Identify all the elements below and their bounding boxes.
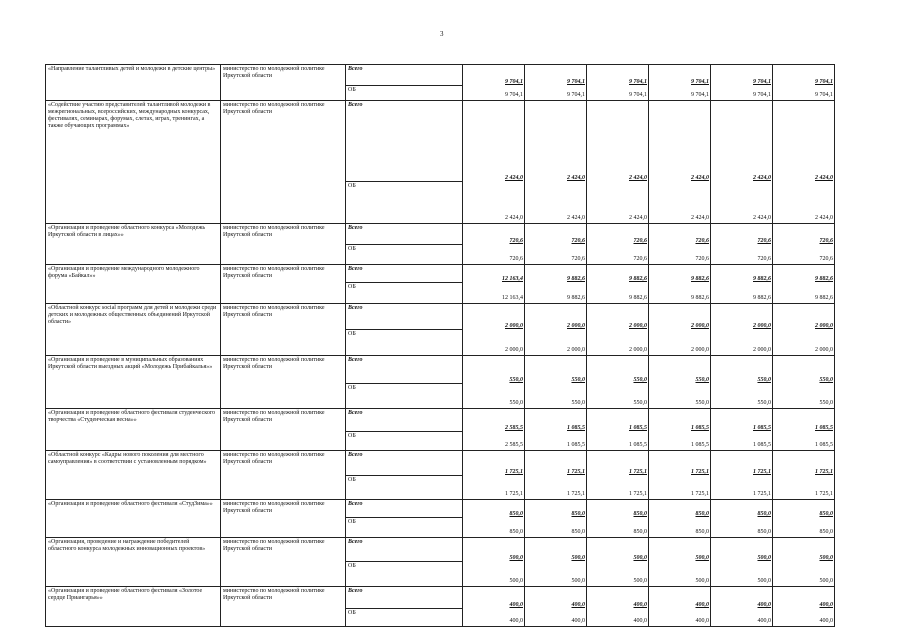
ob-value: 500,0 [633,578,647,584]
total-value: 1 725,1 [815,469,833,475]
year-value-cell [463,538,525,587]
year-value-cell [587,304,649,356]
funding-source [346,356,463,409]
total-value: 400,0 [819,602,833,608]
source-total-label: Всего [346,304,462,330]
page-number: 3 [440,30,444,38]
ob-value: 9 882,6 [753,295,771,301]
source-ob-label: ОБ [348,183,356,189]
ob-value: 1 725,1 [691,491,709,497]
total-value: 2 000,0 [691,323,709,329]
total-value: 9 882,6 [629,276,647,282]
responsible-org: министерство по молодежной политике Иркутской области [221,304,346,356]
total-value: 720,6 [757,238,771,244]
year-value-cell [525,224,587,265]
table-row [46,538,835,587]
table-row [46,265,835,304]
ob-value: 9 882,6 [691,295,709,301]
source-ob-label: ОБ [348,385,356,391]
table-row [46,65,835,101]
year-value-cell [587,224,649,265]
ob-value: 9 704,1 [629,92,647,98]
ob-value: 1 085,5 [691,442,709,448]
table-row [46,304,835,356]
ob-value: 2 000,0 [753,347,771,353]
source-total-label: Всего [346,65,462,86]
year-value-cell [649,356,711,409]
total-value: 2 424,0 [567,175,585,181]
ob-value: 9 704,1 [691,92,709,98]
total-value: 1 085,5 [629,425,647,431]
total-value: 1 725,1 [691,469,709,475]
event-name: «Организация, проведение и награждение победителей областного конкурса молодежных инновационных проектов» [46,538,221,587]
ob-value: 500,0 [757,578,771,584]
year-value-cell [649,265,711,304]
ob-value: 1 725,1 [815,491,833,497]
source-total-label: Всего [346,224,462,245]
year-value-cell [649,500,711,538]
ob-value: 1 085,5 [815,442,833,448]
ob-value: 400,0 [757,618,771,624]
ob-value: 720,6 [819,256,833,262]
total-value: 9 704,1 [505,79,523,85]
table-row [46,587,835,627]
year-value-cell [711,587,773,627]
total-value: 720,6 [819,238,833,244]
total-value: 550,0 [757,377,771,383]
year-value-cell [463,224,525,265]
total-value: 9 882,6 [753,276,771,282]
total-value: 1 725,1 [629,469,647,475]
total-value: 550,0 [509,377,523,383]
ob-value: 500,0 [509,578,523,584]
year-value-cell [525,409,587,451]
source-total-label: Всего [346,500,462,518]
total-value: 720,6 [695,238,709,244]
total-value: 500,0 [633,555,647,561]
year-value-cell [463,65,525,101]
event-name: «Организация и проведение областного фестиваля «Золотое сердце Приангарья»» [46,587,221,627]
ob-value: 2 000,0 [815,347,833,353]
total-value: 9 704,1 [753,79,771,85]
responsible-org: министерство по молодежной политике Иркутской области [221,224,346,265]
total-value: 850,0 [695,511,709,517]
total-value: 9 882,6 [567,276,585,282]
event-name: «Организация и проведение областного фестиваля «СтудЗима»» [46,500,221,538]
ob-value: 550,0 [633,400,647,406]
source-ob-label: ОБ [348,433,356,439]
year-value-cell [463,587,525,627]
year-value-cell [463,500,525,538]
total-value: 2 424,0 [691,175,709,181]
year-value-cell [773,65,835,101]
ob-value: 12 163,4 [502,295,523,301]
funding-source [346,451,463,500]
ob-value: 1 725,1 [753,491,771,497]
total-value: 720,6 [571,238,585,244]
total-value: 1 085,5 [691,425,709,431]
year-value-cell [773,500,835,538]
funding-source [346,587,463,627]
ob-value: 500,0 [571,578,585,584]
responsible-org: министерство по молодежной политике Иркутской области [221,356,346,409]
ob-value: 720,6 [757,256,771,262]
ob-value: 2 424,0 [505,215,523,221]
year-value-cell [773,224,835,265]
responsible-org: министерство по молодежной политике Иркутской области [221,587,346,627]
ob-value: 850,0 [571,529,585,535]
ob-value: 720,6 [571,256,585,262]
year-value-cell [711,409,773,451]
ob-value: 1 085,5 [753,442,771,448]
source-ob-label: ОБ [348,246,356,252]
year-value-cell [711,224,773,265]
ob-value: 400,0 [571,618,585,624]
event-name: «Содействие участию представителей талантливой молодежи в межрегиональных, всероссийских, международных конкурсах, фестивалях, семинарах, форумах, слетах, играх, тренингах, а также обучающих программах» [46,101,221,224]
total-value: 12 163,4 [502,276,523,282]
source-total-label: Всего [346,587,462,609]
table-row [46,409,835,451]
responsible-org: министерство по молодежной политике Иркутской области [221,409,346,451]
total-value: 550,0 [819,377,833,383]
year-value-cell [711,356,773,409]
total-value: 9 882,6 [691,276,709,282]
total-value: 2 000,0 [505,323,523,329]
year-value-cell [587,265,649,304]
total-value: 9 704,1 [567,79,585,85]
year-value-cell [711,65,773,101]
event-name: «Областной конкурс «Кадры нового поколения для местного самоуправления» в соответствии с установленным порядком» [46,451,221,500]
year-value-cell [773,409,835,451]
ob-value: 2 424,0 [815,215,833,221]
year-value-cell [773,356,835,409]
responsible-org: министерство по молодежной политике Иркутской области [221,65,346,101]
year-value-cell [587,538,649,587]
source-total-label: Всего [346,101,462,182]
event-name: «Областной конкурс social программ для детей и молодежи среди детских и молодежных общественных объединений Иркутской области» [46,304,221,356]
total-value: 1 085,5 [753,425,771,431]
ob-value: 850,0 [819,529,833,535]
event-name: «Организация и проведение в муниципальных образованиях Иркутской области выездных акций «Молодежь Прибайкалья»» [46,356,221,409]
ob-value: 9 704,1 [505,92,523,98]
year-value-cell [587,500,649,538]
year-value-cell [649,451,711,500]
table-row [46,451,835,500]
ob-value: 1 085,5 [629,442,647,448]
total-value: 550,0 [571,377,585,383]
responsible-org: министерство по молодежной политике Иркутской области [221,500,346,538]
total-value: 2 424,0 [815,175,833,181]
ob-value: 1 085,5 [567,442,585,448]
ob-value: 2 000,0 [505,347,523,353]
ob-value: 720,6 [633,256,647,262]
year-value-cell [773,538,835,587]
responsible-org: министерство по молодежной политике Иркутской области [221,101,346,224]
total-value: 400,0 [571,602,585,608]
ob-value: 9 882,6 [567,295,585,301]
total-value: 9 882,6 [815,276,833,282]
budget-table [45,64,835,627]
source-ob-label: ОБ [348,284,356,290]
year-value-cell [525,265,587,304]
funding-source [346,304,463,356]
funding-source [346,538,463,587]
ob-value: 400,0 [819,618,833,624]
responsible-org: министерство по молодежной политике Иркутской области [221,538,346,587]
year-value-cell [649,224,711,265]
event-name: «Организация и проведение международного молодежного форума «Байкал»» [46,265,221,304]
ob-value: 550,0 [509,400,523,406]
responsible-org: министерство по молодежной политике Иркутской области [221,451,346,500]
year-value-cell [711,500,773,538]
ob-value: 850,0 [695,529,709,535]
total-value: 2 000,0 [815,323,833,329]
ob-value: 850,0 [757,529,771,535]
total-value: 400,0 [695,602,709,608]
ob-value: 2 000,0 [691,347,709,353]
year-value-cell [773,265,835,304]
year-value-cell [649,409,711,451]
year-value-cell [463,101,525,224]
funding-source [346,500,463,538]
total-value: 1 725,1 [505,469,523,475]
total-value: 1 725,1 [567,469,585,475]
year-value-cell [711,451,773,500]
total-value: 2 424,0 [629,175,647,181]
total-value: 500,0 [571,555,585,561]
source-total-label: Всего [346,356,462,384]
year-value-cell [525,451,587,500]
year-value-cell [773,587,835,627]
source-total-label: Всего [346,451,462,476]
responsible-org: министерство по молодежной политике Иркутской области [221,265,346,304]
funding-source [346,101,463,224]
year-value-cell [649,304,711,356]
year-value-cell [649,587,711,627]
total-value: 2 585,5 [505,425,523,431]
total-value: 1 725,1 [753,469,771,475]
year-value-cell [463,356,525,409]
total-value: 720,6 [633,238,647,244]
year-value-cell [649,65,711,101]
year-value-cell [587,587,649,627]
ob-value: 720,6 [695,256,709,262]
total-value: 9 704,1 [629,79,647,85]
table-row [46,224,835,265]
year-value-cell [525,538,587,587]
total-value: 1 085,5 [815,425,833,431]
total-value: 850,0 [509,511,523,517]
table-row [46,101,835,224]
total-value: 2 000,0 [629,323,647,329]
ob-value: 2 424,0 [567,215,585,221]
source-total-label: Всего [346,409,462,432]
ob-value: 500,0 [695,578,709,584]
year-value-cell [525,65,587,101]
ob-value: 1 725,1 [567,491,585,497]
ob-value: 1 725,1 [629,491,647,497]
year-value-cell [463,304,525,356]
ob-value: 9 882,6 [815,295,833,301]
year-value-cell [525,356,587,409]
ob-value: 2 424,0 [629,215,647,221]
funding-source [346,409,463,451]
ob-value: 850,0 [509,529,523,535]
total-value: 500,0 [509,555,523,561]
funding-source [346,65,463,101]
year-value-cell [773,451,835,500]
year-value-cell [587,101,649,224]
ob-value: 2 424,0 [691,215,709,221]
year-value-cell [463,451,525,500]
total-value: 500,0 [819,555,833,561]
ob-value: 2 585,5 [505,442,523,448]
total-value: 2 000,0 [567,323,585,329]
total-value: 2 000,0 [753,323,771,329]
total-value: 2 424,0 [753,175,771,181]
total-value: 400,0 [633,602,647,608]
source-ob-label: ОБ [348,477,356,483]
ob-value: 9 704,1 [815,92,833,98]
funding-source [346,224,463,265]
year-value-cell [711,101,773,224]
ob-value: 550,0 [571,400,585,406]
total-value: 550,0 [695,377,709,383]
ob-value: 550,0 [819,400,833,406]
year-value-cell [711,265,773,304]
total-value: 850,0 [819,511,833,517]
source-ob-label: ОБ [348,87,356,93]
ob-value: 400,0 [509,618,523,624]
source-ob-label: ОБ [348,610,356,616]
ob-value: 9 882,6 [629,295,647,301]
event-name: «Организация и проведение областного фестиваля студенческого творчества «Студенческая весна»» [46,409,221,451]
ob-value: 2 424,0 [753,215,771,221]
source-total-label: Всего [346,265,462,283]
source-total-label: Всего [346,538,462,562]
total-value: 850,0 [571,511,585,517]
source-ob-label: ОБ [348,331,356,337]
event-name: «Направление талантливых детей и молодежи в детские центры» [46,65,221,101]
year-value-cell [525,500,587,538]
source-ob-label: ОБ [348,519,356,525]
ob-value: 1 725,1 [505,491,523,497]
year-value-cell [649,538,711,587]
total-value: 850,0 [633,511,647,517]
total-value: 550,0 [633,377,647,383]
year-value-cell [587,65,649,101]
ob-value: 9 704,1 [567,92,585,98]
ob-value: 550,0 [695,400,709,406]
ob-value: 2 000,0 [629,347,647,353]
total-value: 720,6 [509,238,523,244]
year-value-cell [525,304,587,356]
year-value-cell [773,101,835,224]
ob-value: 9 704,1 [753,92,771,98]
ob-value: 2 000,0 [567,347,585,353]
total-value: 500,0 [757,555,771,561]
year-value-cell [773,304,835,356]
total-value: 1 085,5 [567,425,585,431]
ob-value: 550,0 [757,400,771,406]
year-value-cell [587,356,649,409]
year-value-cell [649,101,711,224]
total-value: 9 704,1 [691,79,709,85]
ob-value: 400,0 [633,618,647,624]
ob-value: 850,0 [633,529,647,535]
total-value: 9 704,1 [815,79,833,85]
year-value-cell [587,451,649,500]
year-value-cell [525,587,587,627]
table-row [46,356,835,409]
total-value: 850,0 [757,511,771,517]
ob-value: 400,0 [695,618,709,624]
year-value-cell [711,304,773,356]
year-value-cell [463,409,525,451]
year-value-cell [587,409,649,451]
total-value: 400,0 [509,602,523,608]
table-row [46,500,835,538]
funding-source [346,265,463,304]
total-value: 2 424,0 [505,175,523,181]
source-ob-label: ОБ [348,563,356,569]
total-value: 400,0 [757,602,771,608]
ob-value: 720,6 [509,256,523,262]
total-value: 500,0 [695,555,709,561]
ob-value: 500,0 [819,578,833,584]
year-value-cell [711,538,773,587]
year-value-cell [463,265,525,304]
year-value-cell [525,101,587,224]
event-name: «Организация и проведение областного конкурса «Молодежь Иркутской области в лицах»» [46,224,221,265]
